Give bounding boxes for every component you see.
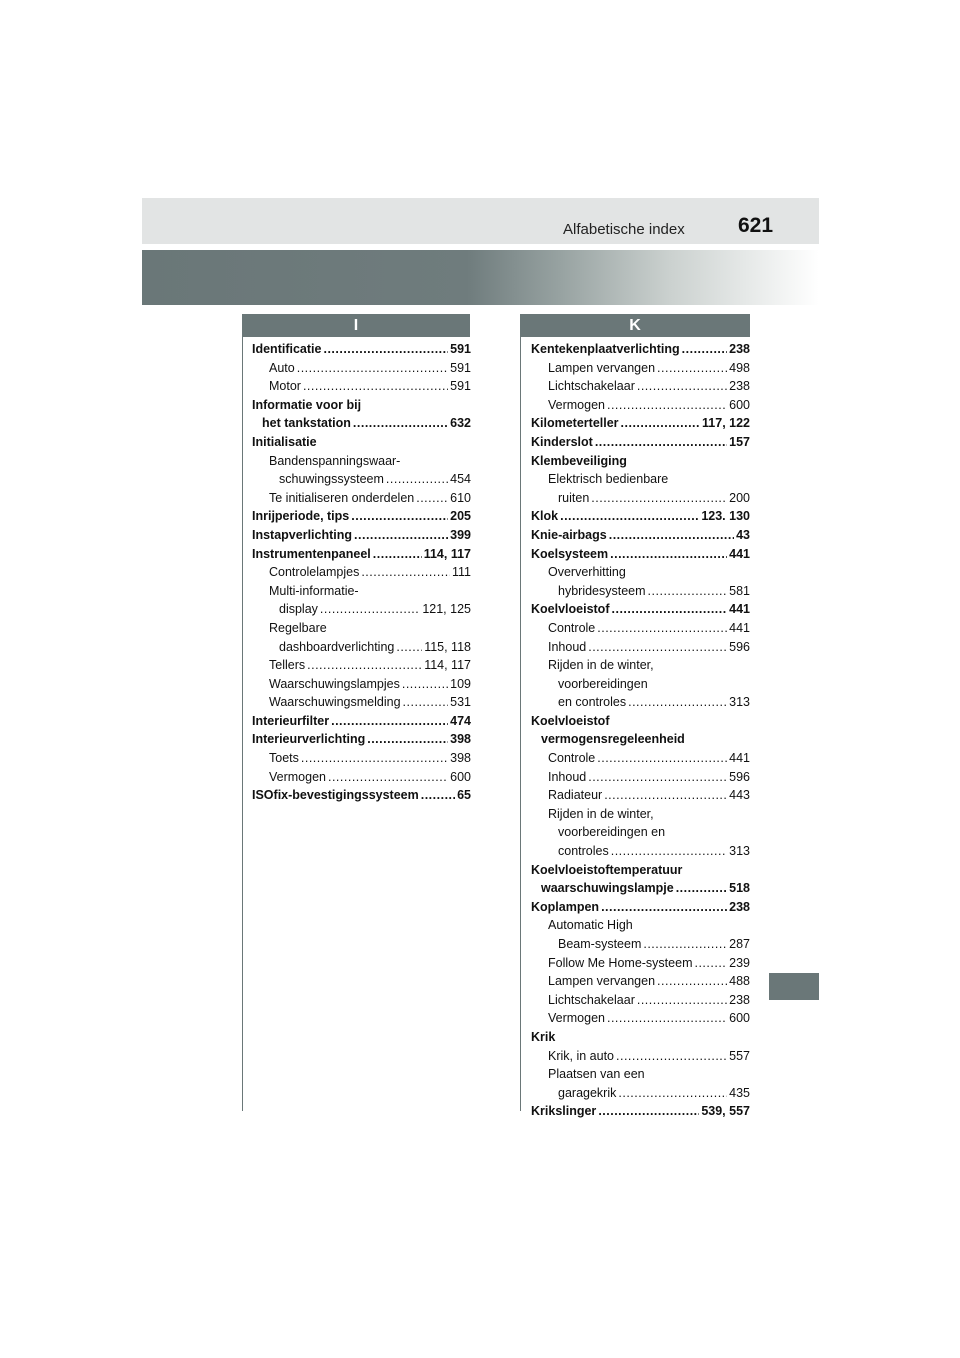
- index-entry: Beam-systeem ..... 287: [531, 935, 750, 954]
- index-entry: Controle ..... 441: [531, 749, 750, 768]
- index-entry: Koplampen ..... 238: [531, 898, 750, 917]
- index-entry: en controles ..... 313: [531, 693, 750, 712]
- index-column-i: [252, 340, 471, 805]
- chapter-side-tab: [769, 973, 819, 1000]
- index-entry: Toets ..... 398: [252, 749, 471, 768]
- section-title: Alfabetische index: [563, 221, 685, 238]
- index-entry: Kinderslot ..... 157: [531, 433, 750, 452]
- index-entry: Waarschuwingslampjes ..... 109: [252, 675, 471, 694]
- index-entry: Identificatie ..... 591: [252, 340, 471, 359]
- index-entry: Krik, in auto ..... 557: [531, 1047, 750, 1066]
- index-entry: Vermogen ..... 600: [531, 396, 750, 415]
- index-entry: dashboardverlichting ..... 115, 118: [252, 638, 471, 657]
- index-entry: Krikslinger ..... 539, 557: [531, 1102, 750, 1121]
- index-entry: Lichtschakelaar ..... 238: [531, 377, 750, 396]
- index-entry-label: Initialisatie: [252, 434, 317, 449]
- index-entry: display ..... 121, 125: [252, 600, 471, 619]
- index-entry-label: Rijden in de winter,: [548, 806, 654, 821]
- index-entry: Te initialiseren onderdelen ..... 610: [252, 489, 471, 508]
- index-entry: controles ..... 313: [531, 842, 750, 861]
- index-entry: Motor ..... 591: [252, 377, 471, 396]
- index-entry-label: voorbereidingen en: [558, 825, 666, 840]
- index-entry: Interieurverlichting ..... 398: [252, 730, 471, 749]
- index-entry: Interieurfilter ..... 474: [252, 712, 471, 731]
- index-entry: Instrumentenpaneel ..... 114, 117: [252, 545, 471, 564]
- index-entry: Kilometerteller ..... 117, 122: [531, 414, 750, 433]
- index-entry: Waarschuwingsmelding ..... 531: [252, 693, 471, 712]
- index-entry: waarschuwingslampje ..... 518: [531, 879, 750, 898]
- index-entry: garagekrik ..... 435: [531, 1084, 750, 1103]
- index-entry-label: Krik: [531, 1029, 556, 1044]
- index-entry: Instapverlichting ..... 399: [252, 526, 471, 545]
- index-entry-label: Plaatsen van een: [548, 1067, 645, 1082]
- index-entry-label: Koelvloeistoftemperatuur: [531, 862, 683, 877]
- index-entry: Klok ..... 123. 130: [531, 507, 750, 526]
- index-entry-label: Bandenspanningswaar-: [269, 453, 401, 468]
- index-entry: Inhoud ..... 596: [531, 768, 750, 787]
- index-entry-label: voorbereidingen: [558, 676, 648, 691]
- index-entry: schuwingssysteem ..... 454: [252, 470, 471, 489]
- index-entry-label: Koelvloeistof: [531, 713, 610, 728]
- index-entry: hybridesysteem ..... 581: [531, 582, 750, 601]
- index-entry: Knie-airbags ..... 43: [531, 526, 750, 545]
- index-entry: Controlelampjes ..... 111: [252, 563, 471, 582]
- index-entry-label: Klembeveiliging: [531, 453, 627, 468]
- column-rule-i: [242, 337, 243, 1111]
- index-entry: Radiateur ..... 443: [531, 786, 750, 805]
- index-entry: Lichtschakelaar ..... 238: [531, 991, 750, 1010]
- index-entry-label: Multi-informatie-: [269, 583, 359, 598]
- index-entry-label: Automatic High: [548, 918, 633, 933]
- index-entry-label: Informatie voor bij: [252, 397, 362, 412]
- index-entry: Inhoud ..... 596: [531, 638, 750, 657]
- index-entry: Koelsysteem ..... 441: [531, 545, 750, 564]
- index-entry: Koelvloeistof ..... 441: [531, 600, 750, 619]
- index-entry-label: Rijden in de winter,: [548, 658, 654, 673]
- decorative-band: [142, 250, 819, 305]
- index-entry-label: Oververhitting: [548, 565, 626, 580]
- index-entry: Lampen vervangen ..... 498: [531, 359, 750, 378]
- index-entry: Tellers ..... 114, 117: [252, 656, 471, 675]
- index-entry-label: Elektrisch bedienbare: [548, 472, 669, 487]
- letter-heading-k: K: [520, 314, 750, 337]
- index-entry: Vermogen ..... 600: [531, 1009, 750, 1028]
- index-entry-label: Regelbare: [269, 620, 327, 635]
- letter-heading-i: I: [242, 314, 470, 337]
- index-entry: Follow Me Home-systeem ..... 239: [531, 954, 750, 973]
- index-entry: Kentekenplaatverlichting ..... 238: [531, 340, 750, 359]
- index-entry: ISOfix-bevestigingssysteem ..... 65: [252, 786, 471, 805]
- index-entry: Auto ..... 591: [252, 359, 471, 378]
- index-entry: het tankstation ..... 632: [252, 414, 471, 433]
- index-column-k: [531, 340, 750, 1121]
- column-rule-k: [520, 337, 521, 1111]
- index-entry-label: vermogensregeleenheid: [541, 732, 685, 747]
- page-number: 621: [738, 214, 774, 237]
- index-entry: Vermogen ..... 600: [252, 768, 471, 787]
- index-entry: ruiten ..... 200: [531, 489, 750, 508]
- index-entry: Controle ..... 441: [531, 619, 750, 638]
- index-entry: Lampen vervangen ..... 488: [531, 972, 750, 991]
- index-entry: Inrijperiode, tips ..... 205: [252, 507, 471, 526]
- header-bar: [142, 198, 819, 244]
